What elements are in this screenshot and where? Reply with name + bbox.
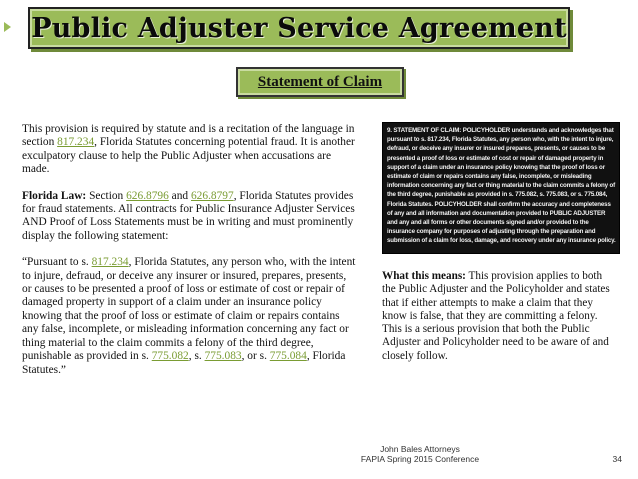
- intro-text-cont: , Florida Statutes concerning potential fraud. It is another exculpatory clause to help the Public Adjuster when accusations are made.: [22, 136, 355, 176]
- quote-text-cont: , Florida Statutes, any person who, with the intent to injure, defraud, or deceive any insurer or insured, prepares, presents, or causes to be presented a proof of loss or estimate of cost or repair of damaged property in support of a claim under an insurance policy knowing that the proof of loss or estimate of claim or repairs contains any false, incomplete, or misleading information concerning any fact or thing material to the claim commits a felony of the third degree, punishable as provided in s.: [22, 256, 356, 363]
- statute-link-817-234[interactable]: 817.234: [57, 136, 95, 149]
- intro-text: This provision is required by statute and is a recitation of the language in section: [22, 123, 355, 149]
- section-heading-box: [236, 67, 404, 97]
- statute-excerpt-text: 9. STATEMENT OF CLAIM: POLICYHOLDER understands and acknowledges that pursuant to s. 817.234, Florida Statutes, any person who, with the intent to injure, defraud, or deceive any insurer or insured prepares, presents, or causes to be presented a proof of loss or estimate of cost or repair of damaged property in support of a claim under an insurance policy knowing that the proof of loss or estimate of claim or repairs contains any false, incomplete, or misleading information concerning any fact or thing material to the claim commits a felony of the third degree, punishable as provided in s. 775.082, s. 775.083, or s. 775.084, Florida Statutes. POLICYHOLDER shall confirm the accuracy and completeness of any and all information and documentation provided to PUBLIC ADJUSTER and any and all forms or other documents signed and/or provided to the insurance company for purposes of adjusting through the preparation and submission of a claim for loss, damage, and recovery under any insurance policy.: [387, 127, 616, 245]
- statute-link-626-8796[interactable]: 626.8796: [126, 189, 169, 202]
- title-banner: [28, 7, 570, 49]
- quote-link-775-084[interactable]: 775.084: [269, 350, 307, 363]
- florida-law-text-cont: , Florida Statutes provides for fraud statements. All contracts for Public Insurance Adjuster Services AND Proof of Loss Statements must be in writing and must prominently display the following statement:: [22, 189, 355, 242]
- quote-link-775-082[interactable]: 775.082: [151, 350, 189, 363]
- quote-link-775-083[interactable]: 775.083: [204, 350, 242, 363]
- statute-excerpt-image: [382, 122, 620, 254]
- florida-law-and: and: [168, 189, 191, 202]
- left-column: [22, 123, 356, 390]
- statute-link-626-8797[interactable]: 626.8797: [190, 189, 234, 202]
- quote-sep-2: , or s.: [241, 350, 270, 363]
- intro-paragraph: [22, 123, 356, 177]
- quote-link-817-234[interactable]: 817.234: [91, 256, 129, 269]
- slide-bullet-icon: [4, 22, 11, 32]
- florida-law-label: Florida Law:: [22, 189, 87, 202]
- page-number: 34: [612, 454, 622, 464]
- quote-end: , Florida Statutes.”: [22, 350, 346, 376]
- statute-quote-paragraph: [22, 256, 356, 377]
- section-heading: Statement of Claim: [257, 73, 383, 90]
- what-this-means-text: This provision applies to both the Public Adjuster and the Policyholder and states that if either attempts to make a claim that they know is false, that they are committing a felony. This is a serious provision that both the Public Adjuster and Policyholder need to be aware of and closely follow.: [382, 270, 610, 362]
- footer-firm: John Bales Attorneys: [380, 444, 460, 454]
- page-title: Public Adjuster Service Agreement: [31, 12, 567, 44]
- florida-law-paragraph: [22, 190, 356, 244]
- what-this-means-box: [382, 270, 612, 363]
- footer: [320, 444, 520, 464]
- footer-conference: FAPIA Spring 2015 Conference: [360, 454, 480, 464]
- quote-text: “Pursuant to s.: [22, 256, 92, 269]
- what-this-means-label: What this means:: [382, 270, 466, 282]
- florida-law-text: Section: [86, 189, 127, 202]
- quote-sep-1: , s.: [188, 350, 205, 363]
